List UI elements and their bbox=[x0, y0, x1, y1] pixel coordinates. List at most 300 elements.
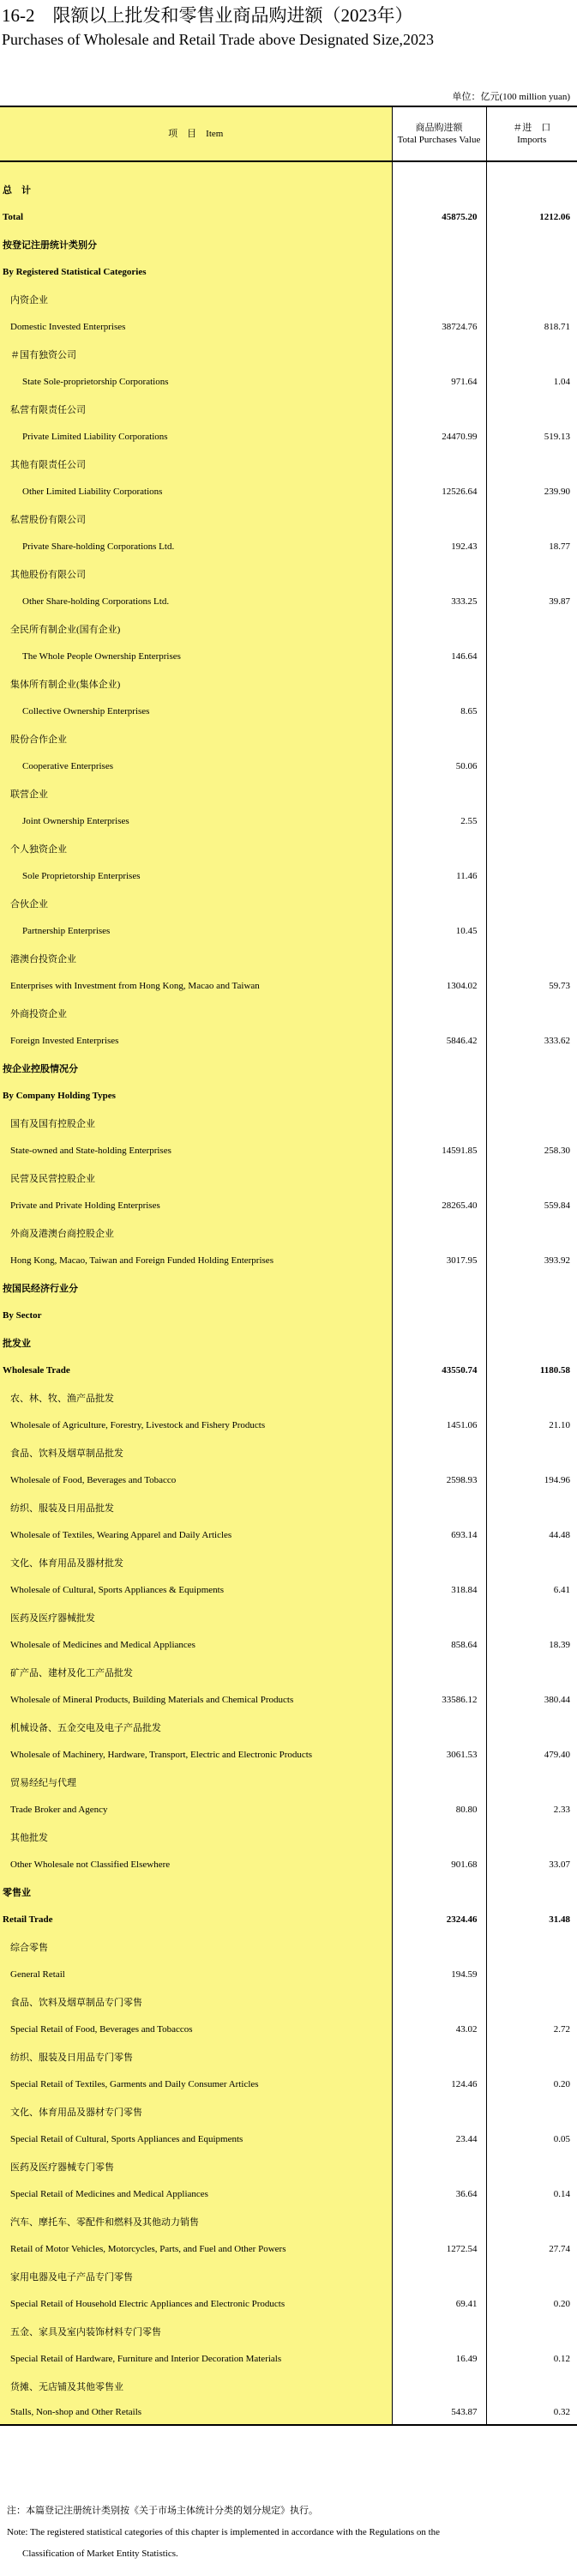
row-total-value: 23.44 bbox=[392, 2126, 486, 2153]
table-row bbox=[0, 1988, 577, 2016]
row-label: Wholesale of Mineral Products, Building Materials and Chemical Products bbox=[0, 1686, 392, 1714]
table-row bbox=[0, 2071, 577, 2098]
row-label: 外商及港澳台商控股企业 bbox=[0, 1219, 392, 1247]
row-label: 港澳台投资企业 bbox=[0, 945, 392, 972]
table-row bbox=[0, 615, 577, 643]
table-row bbox=[0, 1384, 577, 1412]
row-imports-value: 1.04 bbox=[553, 377, 570, 387]
row-imports-value bbox=[486, 890, 577, 917]
row-total-value bbox=[392, 725, 486, 753]
row-total-value: 2598.93 bbox=[392, 1466, 486, 1494]
row-label: Special Retail of Medicines and Medical Appliances bbox=[0, 2180, 392, 2208]
row-imports-value: 33.07 bbox=[549, 1859, 570, 1870]
row-label: Foreign Invested Enterprises bbox=[0, 1027, 392, 1055]
row-imports-value: 44.48 bbox=[549, 1530, 570, 1540]
row-total-value: 1451.06 bbox=[392, 1412, 486, 1439]
table-row bbox=[0, 396, 577, 423]
table-row bbox=[0, 2235, 577, 2263]
row-label: 联营企业 bbox=[0, 780, 392, 807]
row-label: 个人独资企业 bbox=[0, 835, 392, 862]
table-row bbox=[0, 945, 577, 972]
table-row bbox=[0, 1000, 577, 1027]
row-label: Stalls, Non-shop and Other Retails bbox=[0, 2400, 392, 2425]
row-imports-value: 393.92 bbox=[544, 1255, 570, 1266]
row-label: Wholesale of Agriculture, Forestry, Livestock and Fishery Products bbox=[0, 1412, 392, 1439]
row-total-value bbox=[392, 2043, 486, 2071]
row-imports-value bbox=[486, 450, 577, 478]
row-label: Trade Broker and Agency bbox=[0, 1796, 392, 1823]
row-label: 贸易经纪与代理 bbox=[0, 1769, 392, 1796]
table-row bbox=[0, 780, 577, 807]
row-label: 文化、体育用品及器材批发 bbox=[0, 1549, 392, 1576]
row-imports-value bbox=[486, 1604, 577, 1631]
row-imports-value bbox=[486, 1384, 577, 1412]
table-row bbox=[0, 1494, 577, 1521]
column-header-total bbox=[392, 106, 486, 161]
row-imports-value: 2.72 bbox=[553, 2024, 570, 2035]
row-label: Private and Private Holding Enterprises bbox=[0, 1192, 392, 1219]
row-imports-value bbox=[486, 505, 577, 533]
row-imports-value bbox=[486, 2043, 577, 2071]
table-row bbox=[0, 1357, 577, 1384]
row-imports-value: 39.87 bbox=[549, 596, 570, 607]
row-imports-value: 194.96 bbox=[544, 1475, 570, 1485]
column-header-total-cn: 商品购进额 bbox=[415, 123, 463, 133]
row-total-value bbox=[392, 615, 486, 643]
row-label: ＃国有独资公司 bbox=[0, 341, 392, 368]
row-imports-value bbox=[486, 2208, 577, 2235]
row-imports-value bbox=[486, 560, 577, 588]
row-total-value bbox=[392, 1659, 486, 1686]
table-row bbox=[0, 972, 577, 1000]
row-total-value bbox=[392, 1878, 486, 1906]
row-label: 纺织、服装及日用品批发 bbox=[0, 1494, 392, 1521]
row-total-value: 5846.42 bbox=[392, 1027, 486, 1055]
row-total-value: 693.14 bbox=[392, 1521, 486, 1549]
spacer-row bbox=[0, 161, 577, 176]
row-label: 家用电器及电子产品专门零售 bbox=[0, 2263, 392, 2290]
row-label: Retail of Motor Vehicles, Motorcycles, Parts, and Fuel and Other Powers bbox=[0, 2235, 392, 2263]
row-label: Wholesale of Medicines and Medical Appliances bbox=[0, 1631, 392, 1659]
row-label: State-owned and State-holding Enterprises bbox=[0, 1137, 392, 1164]
row-imports-value bbox=[486, 945, 577, 972]
row-imports-value: 559.84 bbox=[544, 1200, 570, 1211]
table-row bbox=[0, 1576, 577, 1604]
row-total-value: 901.68 bbox=[392, 1851, 486, 1878]
table-row bbox=[0, 176, 577, 203]
row-total-value bbox=[392, 780, 486, 807]
row-total-value bbox=[392, 1823, 486, 1851]
row-label: Wholesale of Textiles, Wearing Apparel and Daily Articles bbox=[0, 1521, 392, 1549]
row-imports-value bbox=[486, 1769, 577, 1796]
row-label: By Company Holding Types bbox=[0, 1082, 392, 1110]
row-label: Domestic Invested Enterprises bbox=[0, 313, 392, 341]
table-row bbox=[0, 1769, 577, 1796]
table-row bbox=[0, 478, 577, 505]
table-row bbox=[0, 1851, 577, 1878]
row-total-value bbox=[392, 945, 486, 972]
row-total-value bbox=[392, 1000, 486, 1027]
row-imports-value: 818.71 bbox=[544, 322, 570, 332]
table-row bbox=[0, 1604, 577, 1631]
row-total-value bbox=[392, 890, 486, 917]
row-total-value: 3017.95 bbox=[392, 1247, 486, 1274]
row-total-value: 971.64 bbox=[392, 368, 486, 396]
column-header-imports bbox=[486, 106, 577, 161]
row-total-value bbox=[392, 1329, 486, 1357]
row-imports-value bbox=[486, 1494, 577, 1521]
table-row bbox=[0, 1961, 577, 1988]
row-imports-value: 239.90 bbox=[544, 487, 570, 497]
row-total-value bbox=[392, 560, 486, 588]
row-label: Partnership Enterprises bbox=[0, 917, 392, 945]
row-total-value: 12526.64 bbox=[392, 478, 486, 505]
row-label: 国有及国有控股企业 bbox=[0, 1110, 392, 1137]
row-imports-value: 0.14 bbox=[553, 2189, 570, 2199]
table-row bbox=[0, 1549, 577, 1576]
row-total-value: 858.64 bbox=[392, 1631, 486, 1659]
unit-label: 单位：亿元(100 million yuan) bbox=[452, 92, 570, 102]
table-row bbox=[0, 835, 577, 862]
table-row bbox=[0, 670, 577, 698]
table-row bbox=[0, 1686, 577, 1714]
row-total-value bbox=[392, 1110, 486, 1137]
row-total-value: 333.25 bbox=[392, 588, 486, 615]
row-total-value bbox=[392, 1274, 486, 1302]
row-total-value bbox=[392, 1549, 486, 1576]
row-total-value: 43.02 bbox=[392, 2016, 486, 2043]
table-row bbox=[0, 1878, 577, 1906]
row-total-value bbox=[392, 1055, 486, 1082]
table-row bbox=[0, 807, 577, 835]
row-total-value bbox=[392, 1384, 486, 1412]
row-label: 医药及医疗器械专门零售 bbox=[0, 2153, 392, 2180]
table-row bbox=[0, 258, 577, 286]
row-label: Sole Proprietorship Enterprises bbox=[0, 862, 392, 890]
table-row bbox=[0, 1219, 577, 1247]
page-title-en: Purchases of Wholesale and Retail Trade above Designated Size,2023 bbox=[2, 31, 435, 48]
row-total-value bbox=[392, 1988, 486, 2016]
row-total-value bbox=[392, 1933, 486, 1961]
row-imports-value: 333.62 bbox=[544, 1036, 570, 1046]
table-row bbox=[0, 862, 577, 890]
row-label: Hong Kong, Macao, Taiwan and Foreign Funded Holding Enterprises bbox=[0, 1247, 392, 1274]
row-imports-value: 21.10 bbox=[549, 1420, 570, 1430]
row-imports-value bbox=[486, 286, 577, 313]
row-total-value bbox=[392, 231, 486, 258]
row-label: 批发业 bbox=[0, 1329, 392, 1357]
row-imports-value bbox=[486, 1274, 577, 1302]
row-imports-value bbox=[486, 2153, 577, 2180]
row-imports-value bbox=[486, 1219, 577, 1247]
row-imports-value bbox=[486, 615, 577, 643]
row-total-value bbox=[392, 1082, 486, 1110]
table-row bbox=[0, 1247, 577, 1274]
row-label: By Sector bbox=[0, 1302, 392, 1329]
table-row bbox=[0, 643, 577, 670]
row-total-value bbox=[392, 258, 486, 286]
row-imports-value bbox=[486, 2263, 577, 2290]
row-total-value: 69.41 bbox=[392, 2290, 486, 2318]
row-imports-value bbox=[486, 1659, 577, 1686]
row-total-value bbox=[392, 1604, 486, 1631]
row-label: Special Retail of Cultural, Sports Appliances and Equipments bbox=[0, 2126, 392, 2153]
row-label: Special Retail of Hardware, Furniture and Interior Decoration Materials bbox=[0, 2345, 392, 2373]
table-row bbox=[0, 1906, 577, 1933]
row-imports-value bbox=[486, 1329, 577, 1357]
table-row bbox=[0, 560, 577, 588]
row-label: Retail Trade bbox=[0, 1906, 392, 1933]
row-total-value: 11.46 bbox=[392, 862, 486, 890]
row-label: Special Retail of Household Electric Appliances and Electronic Products bbox=[0, 2290, 392, 2318]
row-imports-value: 0.20 bbox=[553, 2079, 570, 2089]
row-label: Wholesale of Cultural, Sports Appliances & Equipments bbox=[0, 1576, 392, 1604]
row-imports-value bbox=[486, 1878, 577, 1906]
column-header-imports-en: Imports bbox=[517, 135, 547, 145]
row-total-value bbox=[392, 286, 486, 313]
column-header-total-en: Total Purchases Value bbox=[397, 135, 481, 145]
row-imports-value bbox=[486, 643, 577, 670]
table-body bbox=[0, 161, 577, 2425]
table-row bbox=[0, 2208, 577, 2235]
row-label: 食品、饮料及烟草制品批发 bbox=[0, 1439, 392, 1466]
row-imports-value bbox=[486, 2373, 577, 2400]
row-label: 其他有限责任公司 bbox=[0, 450, 392, 478]
table-row bbox=[0, 1521, 577, 1549]
note-cn: 注：本篇登记注册统计类别按《关于市场主体统计分类的划分规定》执行。 bbox=[7, 2506, 318, 2516]
table-row bbox=[0, 1302, 577, 1329]
table-row bbox=[0, 423, 577, 450]
row-label: 五金、家具及室内装饰材料专门零售 bbox=[0, 2318, 392, 2345]
row-label: 私营股份有限公司 bbox=[0, 505, 392, 533]
row-label: 民营及民营控股企业 bbox=[0, 1164, 392, 1192]
row-imports-value: 0.20 bbox=[553, 2299, 570, 2309]
table-row bbox=[0, 1439, 577, 1466]
table-row bbox=[0, 917, 577, 945]
row-label: Wholesale of Food, Beverages and Tobacco bbox=[0, 1466, 392, 1494]
row-imports-value bbox=[486, 1961, 577, 1988]
row-imports-value: 6.41 bbox=[553, 1585, 570, 1595]
row-imports-value: 59.73 bbox=[549, 981, 570, 991]
table-row bbox=[0, 698, 577, 725]
table-row bbox=[0, 1631, 577, 1659]
row-imports-value: 519.13 bbox=[544, 432, 570, 442]
row-imports-value bbox=[486, 725, 577, 753]
row-total-value bbox=[392, 2263, 486, 2290]
row-total-value: 36.64 bbox=[392, 2180, 486, 2208]
table-row bbox=[0, 2180, 577, 2208]
row-label: Private Limited Liability Corporations bbox=[0, 423, 392, 450]
row-imports-value bbox=[486, 670, 577, 698]
table-row bbox=[0, 505, 577, 533]
row-label: 综合零售 bbox=[0, 1933, 392, 1961]
row-label: 内资企业 bbox=[0, 286, 392, 313]
row-imports-value bbox=[486, 1988, 577, 2016]
row-imports-value bbox=[486, 780, 577, 807]
row-label: Wholesale Trade bbox=[0, 1357, 392, 1384]
row-total-value bbox=[392, 1494, 486, 1521]
row-label: 按登记注册统计类别分 bbox=[0, 231, 392, 258]
column-header-item: 项 目 Item bbox=[0, 106, 392, 161]
row-total-value bbox=[392, 2098, 486, 2126]
table-row bbox=[0, 2263, 577, 2290]
table-row bbox=[0, 1082, 577, 1110]
row-label: Enterprises with Investment from Hong Kong, Macao and Taiwan bbox=[0, 972, 392, 1000]
table-row bbox=[0, 1055, 577, 1082]
table-row bbox=[0, 1137, 577, 1164]
table-row bbox=[0, 1714, 577, 1741]
table-row bbox=[0, 1329, 577, 1357]
row-label: 其他批发 bbox=[0, 1823, 392, 1851]
row-label: State Sole-proprietorship Corporations bbox=[0, 368, 392, 396]
row-imports-value bbox=[486, 807, 577, 835]
table-row bbox=[0, 1933, 577, 1961]
row-imports-value: 0.05 bbox=[553, 2134, 570, 2144]
table-row bbox=[0, 1192, 577, 1219]
row-total-value bbox=[392, 450, 486, 478]
table-row bbox=[0, 1466, 577, 1494]
row-imports-value: 18.77 bbox=[549, 541, 570, 552]
row-total-value: 14591.85 bbox=[392, 1137, 486, 1164]
row-label: Special Retail of Food, Beverages and Tobaccos bbox=[0, 2016, 392, 2043]
row-total-value bbox=[392, 835, 486, 862]
row-imports-value bbox=[486, 1082, 577, 1110]
table-row bbox=[0, 2153, 577, 2180]
row-imports-value bbox=[486, 1933, 577, 1961]
row-label: General Retail bbox=[0, 1961, 392, 1988]
row-imports-value bbox=[486, 1000, 577, 1027]
table-row bbox=[0, 1823, 577, 1851]
row-total-value bbox=[392, 341, 486, 368]
row-total-value: 43550.74 bbox=[392, 1357, 486, 1384]
row-total-value bbox=[392, 1714, 486, 1741]
row-label: Other Wholesale not Classified Elsewhere bbox=[0, 1851, 392, 1878]
table-row bbox=[0, 313, 577, 341]
row-imports-value bbox=[486, 835, 577, 862]
row-imports-value: 31.48 bbox=[549, 1914, 570, 1925]
row-imports-value bbox=[486, 1055, 577, 1082]
row-label: 全民所有制企业(国有企业) bbox=[0, 615, 392, 643]
row-imports-value bbox=[486, 917, 577, 945]
row-imports-value bbox=[486, 2098, 577, 2126]
row-label: Other Limited Liability Corporations bbox=[0, 478, 392, 505]
table-row bbox=[0, 2400, 577, 2425]
row-imports-value bbox=[486, 396, 577, 423]
row-label: 按企业控股情况分 bbox=[0, 1055, 392, 1082]
row-total-value bbox=[392, 396, 486, 423]
row-imports-value: 380.44 bbox=[544, 1695, 570, 1705]
table-row bbox=[0, 1110, 577, 1137]
table-row bbox=[0, 203, 577, 231]
row-total-value: 80.80 bbox=[392, 1796, 486, 1823]
row-imports-value bbox=[486, 1110, 577, 1137]
table-row bbox=[0, 533, 577, 560]
table-row bbox=[0, 1741, 577, 1769]
row-label: 其他股份有限公司 bbox=[0, 560, 392, 588]
row-label: 合伙企业 bbox=[0, 890, 392, 917]
row-total-value bbox=[392, 505, 486, 533]
row-total-value: 3061.53 bbox=[392, 1741, 486, 1769]
row-total-value: 194.59 bbox=[392, 1961, 486, 1988]
column-header-imports-cn: ＃进 口 bbox=[513, 123, 551, 133]
row-label: By Registered Statistical Categories bbox=[0, 258, 392, 286]
row-label: 医药及医疗器械批发 bbox=[0, 1604, 392, 1631]
table-row bbox=[0, 1659, 577, 1686]
row-imports-value: 258.30 bbox=[544, 1146, 570, 1156]
row-total-value bbox=[392, 1769, 486, 1796]
row-label: Wholesale of Machinery, Hardware, Transport, Electric and Electronic Products bbox=[0, 1741, 392, 1769]
row-imports-value: 1180.58 bbox=[539, 1365, 570, 1376]
row-total-value bbox=[392, 2153, 486, 2180]
row-label: 纺织、服装及日用品专门零售 bbox=[0, 2043, 392, 2071]
row-imports-value: 0.32 bbox=[486, 2400, 577, 2425]
table-row bbox=[0, 341, 577, 368]
table-row bbox=[0, 286, 577, 313]
row-label: 机械设备、五金交电及电子产品批发 bbox=[0, 1714, 392, 1741]
row-label: 食品、饮料及烟草制品专门零售 bbox=[0, 1988, 392, 2016]
row-label: Cooperative Enterprises bbox=[0, 753, 392, 780]
row-imports-value: 0.12 bbox=[553, 2354, 570, 2364]
row-imports-value bbox=[486, 862, 577, 890]
row-total-value: 1304.02 bbox=[392, 972, 486, 1000]
row-imports-value bbox=[486, 1439, 577, 1466]
row-label: 私营有限责任公司 bbox=[0, 396, 392, 423]
row-total-value: 2324.46 bbox=[392, 1906, 486, 1933]
row-label: 总 计 bbox=[0, 176, 392, 203]
table-row bbox=[0, 368, 577, 396]
row-label: Private Share-holding Corporations Ltd. bbox=[0, 533, 392, 560]
row-imports-value bbox=[486, 1714, 577, 1741]
row-imports-value bbox=[486, 1549, 577, 1576]
row-total-value: 1272.54 bbox=[392, 2235, 486, 2263]
row-imports-value bbox=[486, 176, 577, 203]
row-label: 文化、体育用品及器材专门零售 bbox=[0, 2098, 392, 2126]
row-total-value: 50.06 bbox=[392, 753, 486, 780]
row-imports-value bbox=[486, 231, 577, 258]
row-total-value bbox=[392, 2318, 486, 2345]
row-label: 矿产品、建材及化工产品批发 bbox=[0, 1659, 392, 1686]
row-imports-value: 18.39 bbox=[549, 1640, 570, 1650]
row-total-value: 33586.12 bbox=[392, 1686, 486, 1714]
row-imports-value bbox=[486, 698, 577, 725]
row-total-value: 192.43 bbox=[392, 533, 486, 560]
row-label: The Whole People Ownership Enterprises bbox=[0, 643, 392, 670]
row-label: 外商投资企业 bbox=[0, 1000, 392, 1027]
row-label: 汽车、摩托车、零配件和燃料及其他动力销售 bbox=[0, 2208, 392, 2235]
table-row bbox=[0, 450, 577, 478]
row-total-value bbox=[392, 1164, 486, 1192]
row-total-value: 16.49 bbox=[392, 2345, 486, 2373]
row-imports-value: 479.40 bbox=[544, 1750, 570, 1760]
table-row bbox=[0, 2318, 577, 2345]
row-label: Collective Ownership Enterprises bbox=[0, 698, 392, 725]
row-total-value: 2.55 bbox=[392, 807, 486, 835]
row-label: 货摊、无店铺及其他零售业 bbox=[0, 2373, 392, 2400]
row-label: Total bbox=[0, 203, 392, 231]
row-label: 集体所有制企业(集体企业) bbox=[0, 670, 392, 698]
row-total-value: 45875.20 bbox=[392, 203, 486, 231]
row-imports-value bbox=[486, 1823, 577, 1851]
table-row bbox=[0, 2373, 577, 2400]
table-row bbox=[0, 1274, 577, 1302]
table-row bbox=[0, 2126, 577, 2153]
row-total-value bbox=[392, 2208, 486, 2235]
row-imports-value: 1212.06 bbox=[539, 212, 570, 222]
purchases-table bbox=[0, 106, 577, 2426]
table-row bbox=[0, 753, 577, 780]
row-total-value: 8.65 bbox=[392, 698, 486, 725]
row-total-value bbox=[392, 1219, 486, 1247]
